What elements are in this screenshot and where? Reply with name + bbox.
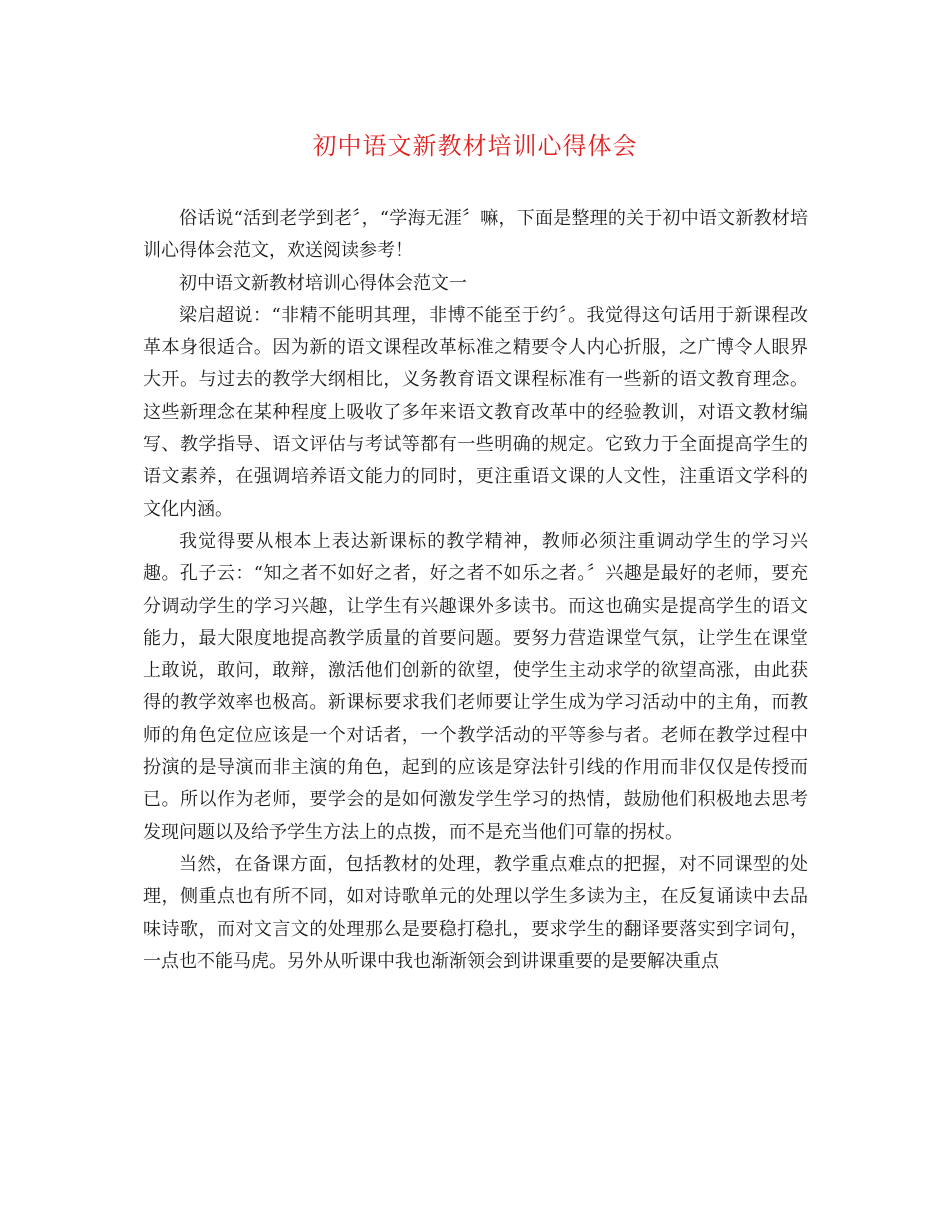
- paragraph: 当然，在备课方面，包括教材的处理，教学重点难点的把握，对不同课型的处理，侧重点也有所不同，如对诗歌单元的处理以学生多读为主，在反复诵读中去品味诗歌，而对文言文的处理那么是要稳打稳扎，要求学生的翻译要落实到字词句，一点也不能马虎。另外从听课中我也渐渐领会到讲课重要的是要解决重点: [143, 853, 808, 972]
- paragraph: 我觉得要从根本上表达新课标的教学精神，教师必须注重调动学生的学习兴趣。孔子云：“知之者不如好之者，好之者不如乐之者。〞兴趣是最好的老师，要充分调动学生的学习兴趣，让学生有兴趣课外多读书。而这也确实是提高学生的语文能力，最大限度地提高教学质量的首要问题。要努力营造课堂气氛，让学生在课堂上敢说，敢问，敢辩，激活他们创新的欲望，使学生主动求学的欲望高涨，由此获得的教学效率也极高。新课标要求我们老师要让学生成为学习活动中的主角，而教师的角色定位应该是一个对话者，一个教学活动的平等参与者。老师在教学过程中扮演的是导演而非主演的角色，起到的应该是穿法针引线的作用而非仅仅是传授而已。所以作为老师，要学会的是如何激发学生学习的热情，鼓励他们积极地去思考发现问题以及给予学生方法上的点拨，而不是充当他们可靠的拐杖。: [143, 530, 808, 843]
- document-title: 初中语文新教材培训心得体会: [312, 132, 638, 160]
- section-heading: 初中语文新教材培训心得体会范文一: [179, 272, 467, 294]
- document-body: [143, 203, 808, 978]
- paragraph: 梁启超说：“非精不能明其理，非博不能至于约〞。我觉得这句话用于新课程改革本身很适合。因为新的语文课程改革标准之精要令人内心折服，之广博令人眼界大开。与过去的教学大纲相比，义务教育语文课程标准有一些新的语文教育理念。这些新理念在某种程度上吸收了多年来语文教育改革中的经验教训，对语文教材编写、教学指导、语文评估与考试等都有一些明确的规定。它致力于全面提高学生的语文素养，在强调培养语文能力的同时，更注重语文课的人文性，注重语文学科的文化内涵。: [143, 304, 808, 520]
- paragraph-intro: 俗话说“活到老学到老〞，“学海无涯〞嘛，下面是整理的关于初中语文新教材培训心得体会范文，欢送阅读参考！: [143, 208, 808, 262]
